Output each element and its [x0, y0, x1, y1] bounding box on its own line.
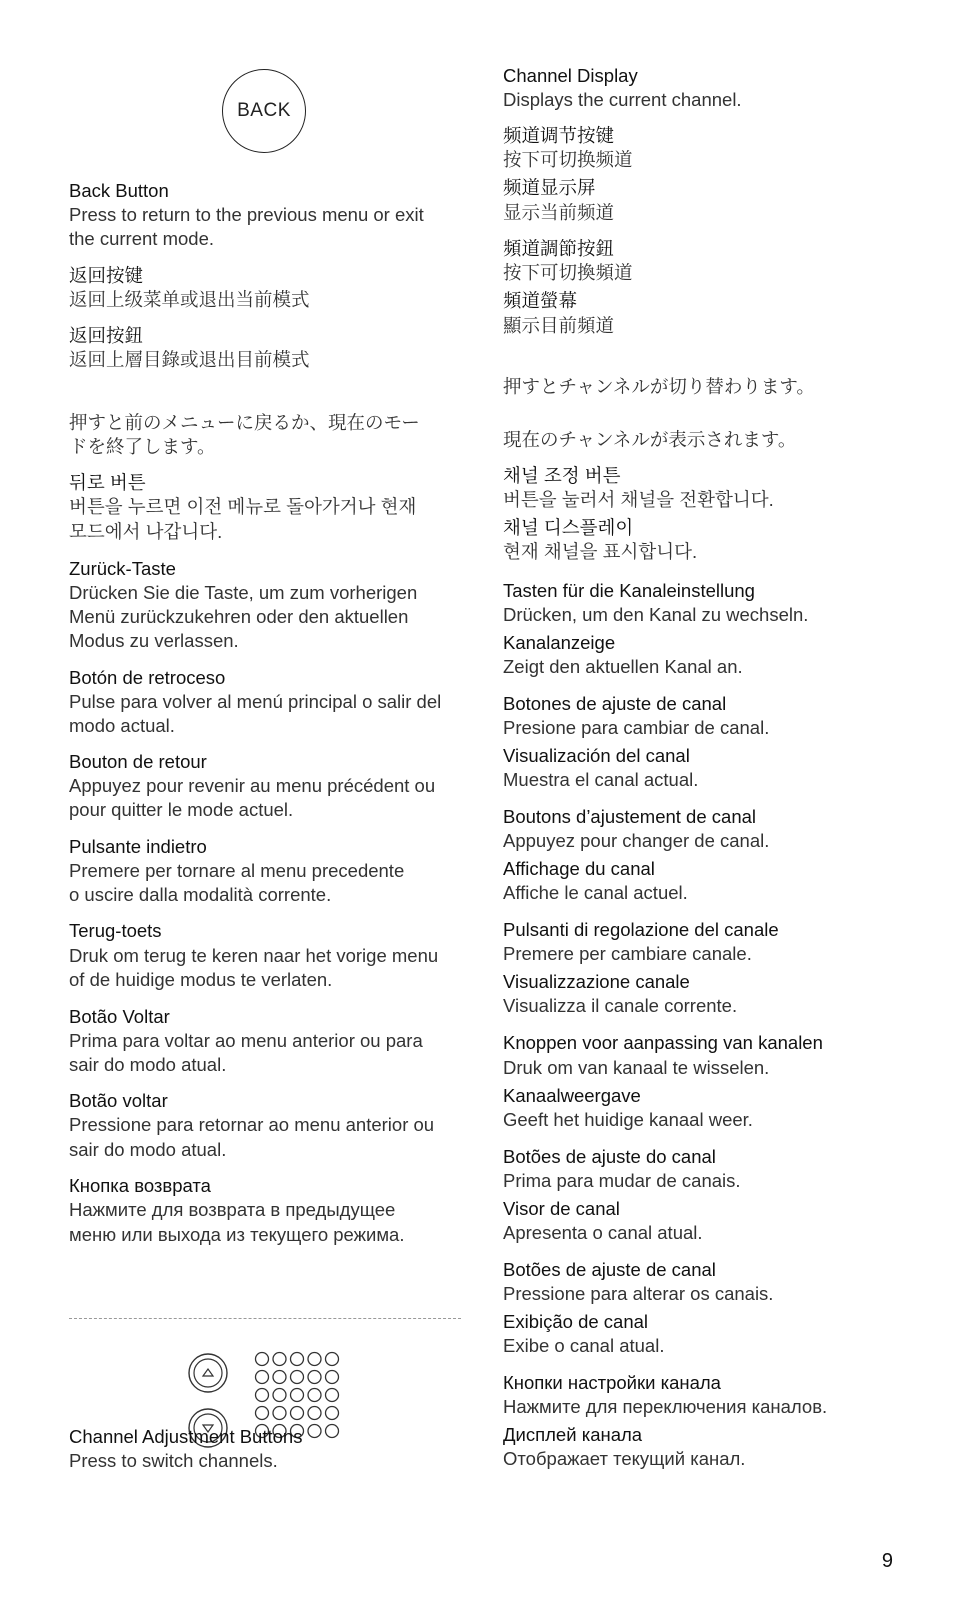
keypad-dot: [308, 1407, 321, 1420]
keypad-dot: [308, 1371, 321, 1384]
entry-description: 按下可切換頻道: [503, 262, 633, 283]
entry-description: sair do modo atual.: [69, 1054, 227, 1075]
entry-heading: 頻道螢幕: [503, 290, 578, 311]
entry-description: Premere per tornare al menu precedente: [69, 860, 405, 881]
keypad-dot: [326, 1389, 339, 1402]
entry-description: 返回上级菜单或退出当前模式: [69, 289, 310, 310]
keypad-dot: [291, 1371, 304, 1384]
entry-heading: Kanaalweergave: [503, 1085, 641, 1106]
keypad-dot: [326, 1425, 339, 1438]
entry-heading: Botones de ajuste de canal: [503, 693, 727, 714]
keypad-dot: [326, 1353, 339, 1366]
keypad-dot: [256, 1371, 269, 1384]
entry-description: 현재 채널을 표시합니다.: [503, 541, 698, 562]
entry-heading: Дисплей канала: [503, 1424, 643, 1445]
entry-description: 显示当前频道: [503, 202, 615, 223]
entry-heading: Botón de retroceso: [69, 667, 226, 688]
channel-up-icon: [189, 1354, 227, 1392]
entry-heading: Terug-toets: [69, 920, 162, 941]
entry-description: sair do modo atual.: [69, 1139, 227, 1160]
section-divider: [69, 1318, 461, 1319]
entry-description: 모드에서 나갑니다.: [69, 521, 223, 542]
entry-description: Pressione para alterar os canais.: [503, 1283, 774, 1304]
entry-description: pour quitter le mode actuel.: [69, 799, 294, 820]
entry-description: ドを終了します。: [69, 436, 216, 457]
entry-description: Prima para voltar ao menu anterior ou para: [69, 1030, 423, 1051]
entry-description: Drücken, um den Kanal zu wechseln.: [503, 604, 809, 625]
entry-heading: 频道调节按键: [503, 125, 615, 146]
keypad-dot: [273, 1353, 286, 1366]
entry-heading: 频道显示屏: [503, 177, 596, 198]
entry-description: Appuyez pour changer de canal.: [503, 830, 770, 851]
entry-heading: 返回按键: [69, 265, 144, 286]
entry-heading: Back Button: [69, 180, 169, 201]
entry-description: 押すとチャンネルが切り替わります。: [503, 376, 815, 397]
keypad-dot: [256, 1407, 269, 1420]
entry-heading: Visualizzazione canale: [503, 971, 690, 992]
keypad-dot: [273, 1389, 286, 1402]
keypad-dot: [326, 1407, 339, 1420]
keypad-dot: [256, 1353, 269, 1366]
entry-description: Geeft het huidige kanaal weer.: [503, 1109, 753, 1130]
entry-description: Отображает текущий канал.: [503, 1448, 746, 1469]
entry-description: Нажмите для возврата в предыдущее: [69, 1199, 396, 1220]
entry-heading: 채널 조정 버튼: [503, 465, 621, 486]
entry-description: Premere per cambiare canale.: [503, 943, 752, 964]
keypad-dot: [291, 1407, 304, 1420]
entry-description: Modus zu verlassen.: [69, 630, 239, 651]
entry-heading: Bouton de retour: [69, 751, 207, 772]
entry-description: of de huidige modus te verlaten.: [69, 969, 333, 990]
entry-description: 按下可切换频道: [503, 149, 633, 170]
entry-description: Druk om van kanaal te wisselen.: [503, 1057, 770, 1078]
entry-heading: Botão voltar: [69, 1090, 168, 1111]
entry-heading: Кнопка возврата: [69, 1175, 211, 1196]
entry-description: 押すと前のメニューに戻るか、現在のモー: [69, 412, 420, 433]
entry-description: o uscire dalla modalità corrente.: [69, 884, 332, 905]
entry-heading: Knoppen voor aanpassing van kanalen: [503, 1032, 823, 1053]
entry-description: Displays the current channel.: [503, 89, 742, 110]
entry-description: Visualizza il canale corrente.: [503, 995, 738, 1016]
entry-heading: Boutons d’ajustement de canal: [503, 806, 757, 827]
entry-description: Presione para cambiar de canal.: [503, 717, 770, 738]
entry-heading: Visualización del canal: [503, 745, 690, 766]
entry-heading: Кнопки настройки канала: [503, 1372, 721, 1393]
keypad-dot: [308, 1425, 321, 1438]
page-number: 9: [881, 1550, 893, 1572]
entry-description: 버튼을 누르면 이전 메뉴로 돌아가거나 현재: [69, 496, 417, 517]
entry-description: Appuyez pour revenir au menu précédent ou: [69, 775, 436, 796]
entry-heading: 채널 디스플레이: [503, 517, 634, 538]
keypad-dot: [291, 1353, 304, 1366]
entry-description: меню или выхода из текущего режима.: [69, 1224, 405, 1245]
entry-description: Affiche le canal actuel.: [503, 882, 688, 903]
entry-heading: Pulsanti di regolazione del canale: [503, 919, 779, 940]
entry-heading: Kanalanzeige: [503, 632, 616, 653]
entry-heading: Channel Adjustment Buttons: [69, 1426, 303, 1447]
keypad-dot: [256, 1389, 269, 1402]
entry-description: Exibe o canal atual.: [503, 1335, 665, 1356]
entry-heading: Botão Voltar: [69, 1006, 170, 1027]
keypad-dot: [291, 1389, 304, 1402]
entry-description: Prima para mudar de canais.: [503, 1170, 741, 1191]
entry-description: Press to return to the previous menu or exit: [69, 204, 424, 225]
entry-description: Pulse para volver al menú principal o salir del: [69, 691, 442, 712]
entry-heading: 뒤로 버튼: [69, 472, 146, 493]
entry-heading: 返回按鈕: [69, 325, 144, 346]
entry-description: Muestra el canal actual.: [503, 769, 699, 790]
entry-heading: Botões de ajuste do canal: [503, 1146, 716, 1167]
keypad-dot: [326, 1371, 339, 1384]
entry-heading: Exibição de canal: [503, 1311, 649, 1332]
entry-description: Press to switch channels.: [69, 1450, 278, 1471]
entry-description: Нажмите для переключения каналов.: [503, 1396, 828, 1417]
entry-description: Pressione para retornar ao menu anterior ou: [69, 1114, 435, 1135]
keypad-dot: [308, 1389, 321, 1402]
entry-description: Druk om terug te keren naar het vorige menu: [69, 945, 439, 966]
entry-description: modo actual.: [69, 715, 175, 736]
entry-heading: Zurück-Taste: [69, 558, 176, 579]
entry-description: 現在のチャンネルが表示されます。: [503, 429, 797, 450]
entry-heading: 頻道調節按鈕: [503, 238, 615, 259]
entry-heading: Pulsante indietro: [69, 836, 207, 857]
entry-heading: Visor de canal: [503, 1198, 620, 1219]
keypad-dot: [308, 1353, 321, 1366]
entry-description: 返回上層目錄或退出目前模式: [69, 349, 310, 370]
entry-heading: Channel Display: [503, 65, 638, 86]
entry-heading: Tasten für die Kanaleinstellung: [503, 580, 755, 601]
entry-description: Zeigt den aktuellen Kanal an.: [503, 656, 743, 677]
entry-description: Menü zurückzukehren oder den aktuellen: [69, 606, 409, 627]
entry-description: the current mode.: [69, 228, 214, 249]
entry-description: Drücken Sie die Taste, um zum vorherigen: [69, 582, 418, 603]
entry-description: Apresenta o canal atual.: [503, 1222, 703, 1243]
entry-heading: Affichage du canal: [503, 858, 655, 879]
entry-description: 버튼을 눌러서 채널을 전환합니다.: [503, 489, 774, 510]
entry-heading: Botões de ajuste de canal: [503, 1259, 716, 1280]
keypad-dot: [273, 1407, 286, 1420]
back-button-icon: BACK: [222, 69, 306, 153]
keypad-dot: [273, 1371, 286, 1384]
entry-description: 顯示目前頻道: [503, 315, 615, 336]
